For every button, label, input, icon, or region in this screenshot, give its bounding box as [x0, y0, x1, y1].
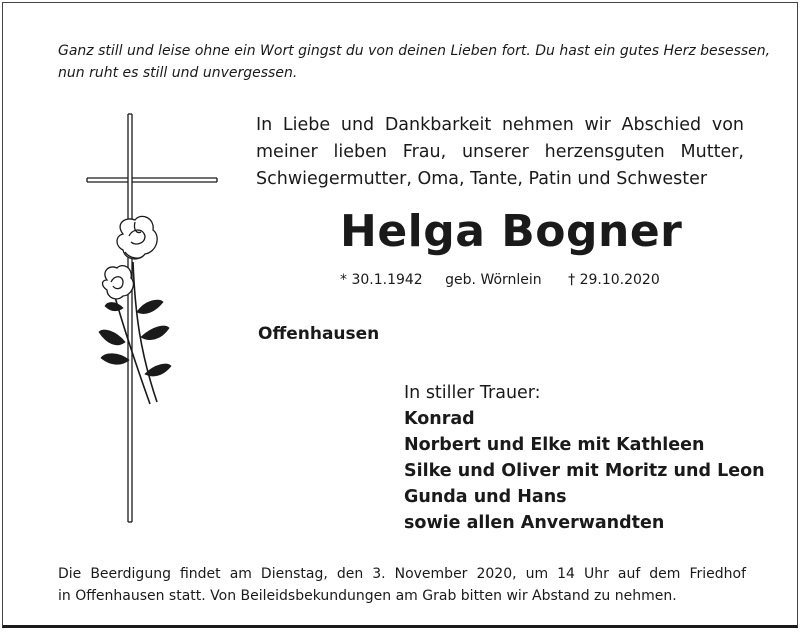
death-date: † 29.10.2020 [568, 272, 660, 288]
poem [58, 40, 771, 84]
birth-date: * 30.1.1942 [340, 272, 423, 288]
mourner-name: Norbert und Elke mit Kathleen [404, 435, 705, 455]
mourner-name: Silke und Oliver mit Moritz und Leon [404, 461, 765, 481]
intro-text [256, 112, 744, 193]
poem-line: nun ruht es still und unvergessen. [58, 65, 298, 81]
life-dates [340, 272, 660, 288]
cross-with-rose-icon [85, 112, 225, 552]
funeral-info [58, 563, 746, 607]
mourner-name: sowie allen Anverwandten [404, 513, 665, 533]
mourner-name: Konrad [404, 409, 475, 429]
deceased-name: Helga Bogner [340, 206, 683, 257]
funeral-line: in Offenhausen statt. Von Beileidsbekundungen am Grab bitten wir Abstand zu nehmen. [58, 588, 677, 604]
funeral-line: Die Beerdigung findet am Dienstag, den 3. November 2020, um 14 Uhr auf dem Friedhof [58, 566, 746, 582]
mourners-heading: In stiller Trauer: [404, 383, 541, 403]
mourner-name: Gunda und Hans [404, 487, 567, 507]
place-name: Offenhausen [258, 324, 380, 344]
intro-line: Schwiegermutter, Oma, Tante, Patin und Schwester [256, 169, 708, 189]
poem-line: Ganz still und leise ohne ein Wort gingst du von deinen Lieben fort. Du hast ein gutes Herz besessen, [58, 43, 771, 59]
mourners-block [404, 380, 765, 536]
intro-line: meiner lieben Frau, unserer herzensguten Mutter, [256, 142, 744, 162]
maiden-name: geb. Wörnlein [445, 272, 542, 288]
intro-line: In Liebe und Dankbarkeit nehmen wir Abschied von [256, 115, 744, 135]
